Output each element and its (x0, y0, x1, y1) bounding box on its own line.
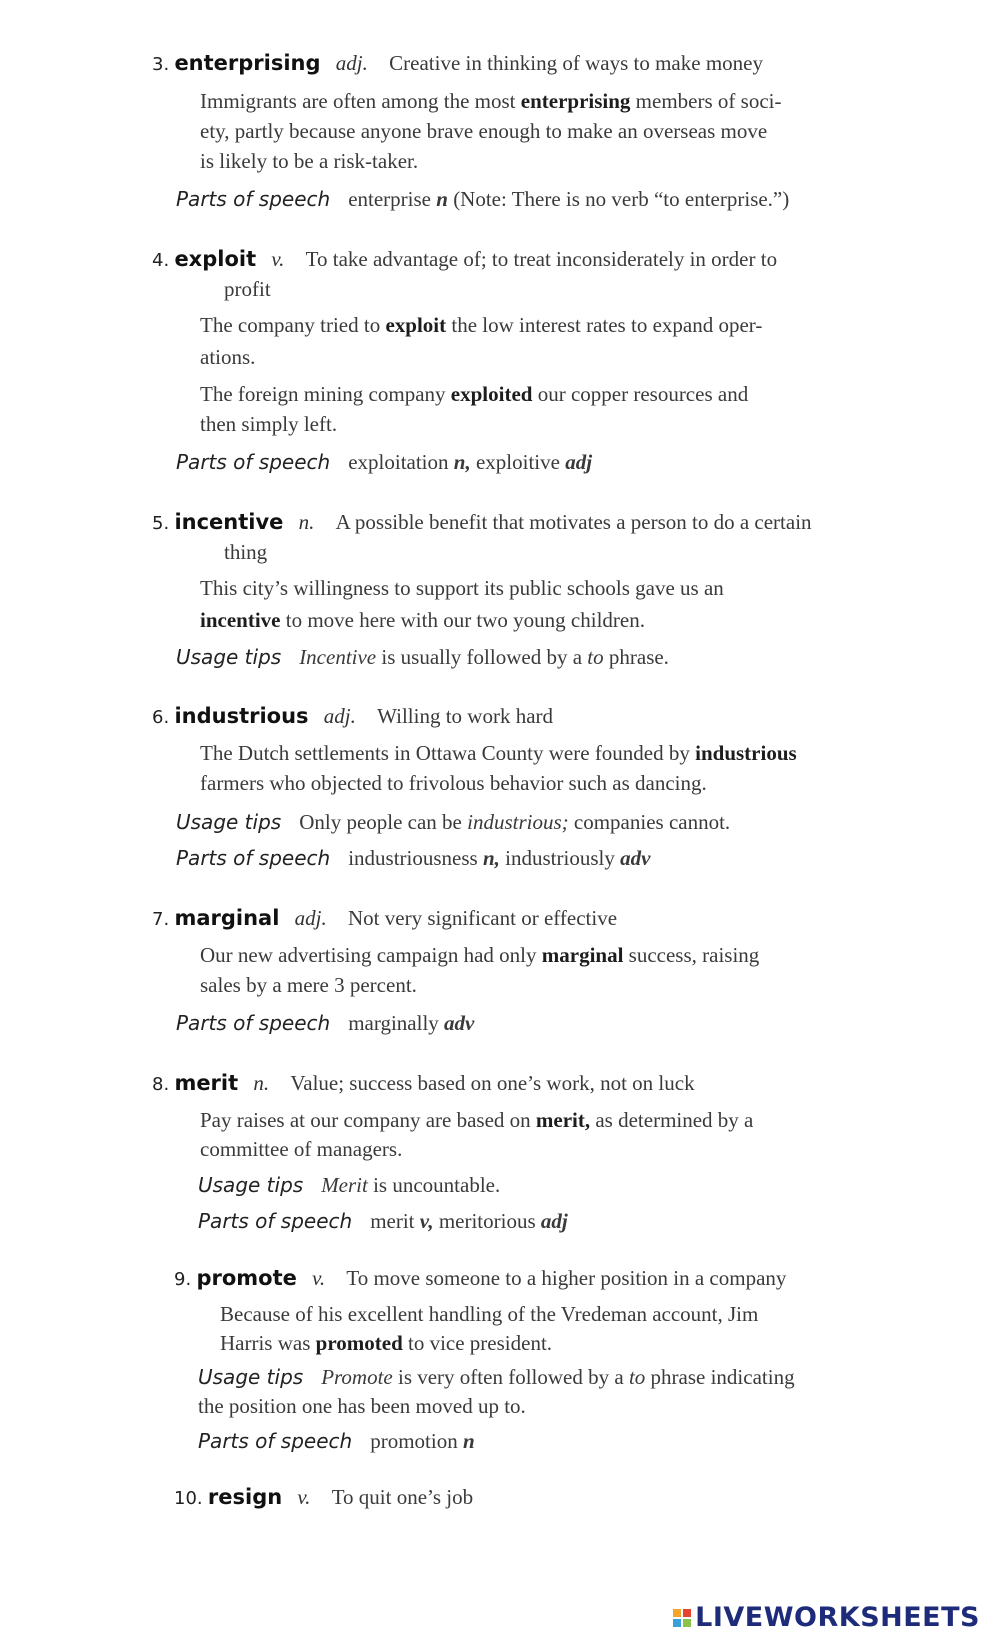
entry-definition: Not very significant or effective (348, 906, 618, 930)
example-line: committee of managers. (200, 1137, 403, 1161)
entry-number: 4. (152, 250, 170, 271)
example-line: The company tried to exploit the low interest rates to expand oper- (200, 313, 763, 337)
entry-9-heading (174, 1265, 786, 1293)
entry-pos: v. (297, 1485, 311, 1509)
usage-tips-label: Usage tips (198, 1365, 304, 1389)
entry-number: 6. (152, 707, 170, 728)
parts-of-speech: Parts of speech promotion n (198, 1429, 475, 1453)
entry-6-heading (152, 703, 553, 731)
entry-number: 8. (152, 1074, 170, 1095)
example-line: farmers who objected to frivolous behavior such as dancing. (200, 771, 707, 795)
parts-of-speech: Parts of speech marginally adv (176, 1011, 475, 1035)
usage-tips: Usage tips Promote is very often followed by a to phrase indicating (198, 1365, 795, 1389)
parts-of-speech: Parts of speech merit v, meritorious adj (198, 1209, 568, 1233)
entry-word: industrious (174, 704, 309, 728)
logo-text: LIVEWORKSHEETS (695, 1602, 980, 1633)
entry-definition: A possible benefit that motivates a person to do a certain (335, 510, 812, 534)
parts-of-speech: Parts of speech industriousness n, industriously adv (176, 846, 651, 870)
entry-word: exploit (174, 247, 257, 271)
usage-tips: Usage tips Merit is uncountable. (198, 1173, 501, 1197)
entry-definition: Willing to work hard (377, 704, 554, 728)
example-line: ety, partly because anyone brave enough to make an overseas move (200, 119, 768, 143)
entry-pos: v. (312, 1266, 326, 1290)
entry-pos: n. (298, 510, 315, 534)
example-line: ations. (200, 345, 256, 369)
example-line: Pay raises at our company are based on merit, as determined by a (200, 1108, 754, 1132)
parts-of-speech: Parts of speech exploitation n, exploitive adj (176, 450, 593, 474)
definition-continued: profit (224, 277, 271, 301)
entry-5-heading (152, 509, 812, 537)
entry-4-heading (152, 246, 777, 274)
example-line: is likely to be a risk-taker. (200, 149, 419, 173)
entry-definition: To quit one’s job (331, 1485, 474, 1509)
example-line: incentive to move here with our two young children. (200, 608, 645, 632)
entry-pos: v. (271, 247, 285, 271)
parts-of-speech-label: Parts of speech (176, 450, 331, 474)
example-line: then simply left. (200, 412, 338, 436)
entry-word: marginal (174, 906, 280, 930)
entry-number: 10. (174, 1488, 203, 1509)
entry-word: enterprising (174, 51, 321, 75)
usage-tips-label: Usage tips (176, 810, 282, 834)
entry-pos: n. (253, 1071, 270, 1095)
entry-definition: Value; success based on one’s work, not on luck (290, 1071, 695, 1095)
parts-of-speech: Parts of speech enterprise n (Note: There is no verb “to enterprise.”) (176, 187, 790, 211)
example-line: Because of his excellent handling of the Vredeman account, Jim (220, 1302, 759, 1326)
logo-mark-icon (673, 1609, 691, 1627)
entry-pos: adj. (294, 906, 327, 930)
example-line: Harris was promoted to vice president. (220, 1331, 553, 1355)
example-line: Our new advertising campaign had only marginal success, raising (200, 943, 760, 967)
usage-tips: Usage tips Incentive is usually followed by a to phrase. (176, 645, 669, 669)
entry-number: 5. (152, 513, 170, 534)
entry-definition: To take advantage of; to treat inconsiderately in order to (305, 247, 778, 271)
usage-tips-label: Usage tips (198, 1173, 304, 1197)
usage-tips-label: Usage tips (176, 645, 282, 669)
example-line: sales by a mere 3 percent. (200, 973, 417, 997)
usage-tips-continued: the position one has been moved up to. (198, 1394, 526, 1418)
entry-3-heading (152, 50, 763, 78)
entry-pos: adj. (323, 704, 356, 728)
example-line: The Dutch settlements in Ottawa County were founded by industrious (200, 741, 797, 765)
entry-word: merit (174, 1071, 239, 1095)
entry-number: 9. (174, 1269, 192, 1290)
parts-of-speech-label: Parts of speech (176, 1011, 331, 1035)
entry-8-heading (152, 1070, 695, 1098)
entry-definition: To move someone to a higher position in a company (346, 1266, 787, 1290)
parts-of-speech-label: Parts of speech (176, 846, 331, 870)
entry-number: 3. (152, 54, 170, 75)
entry-definition: Creative in thinking of ways to make money (389, 51, 763, 75)
example-line: Immigrants are often among the most enterprising members of soci- (200, 89, 782, 113)
entry-10-heading (174, 1484, 473, 1512)
definition-continued: thing (224, 540, 268, 564)
example-line: This city’s willingness to support its public schools gave us an (200, 576, 724, 600)
entry-7-heading (152, 905, 617, 933)
entry-pos: adj. (335, 51, 368, 75)
liveworksheets-logo[interactable] (673, 1602, 980, 1633)
parts-of-speech-label: Parts of speech (198, 1429, 353, 1453)
parts-of-speech-label: Parts of speech (198, 1209, 353, 1233)
entry-number: 7. (152, 909, 170, 930)
entry-word: promote (196, 1266, 297, 1290)
parts-of-speech-label: Parts of speech (176, 187, 331, 211)
entry-word: resign (207, 1485, 283, 1509)
entry-word: incentive (174, 510, 284, 534)
example-line: The foreign mining company exploited our copper resources and (200, 382, 749, 406)
usage-tips: Usage tips Only people can be industrious; companies cannot. (176, 810, 731, 834)
